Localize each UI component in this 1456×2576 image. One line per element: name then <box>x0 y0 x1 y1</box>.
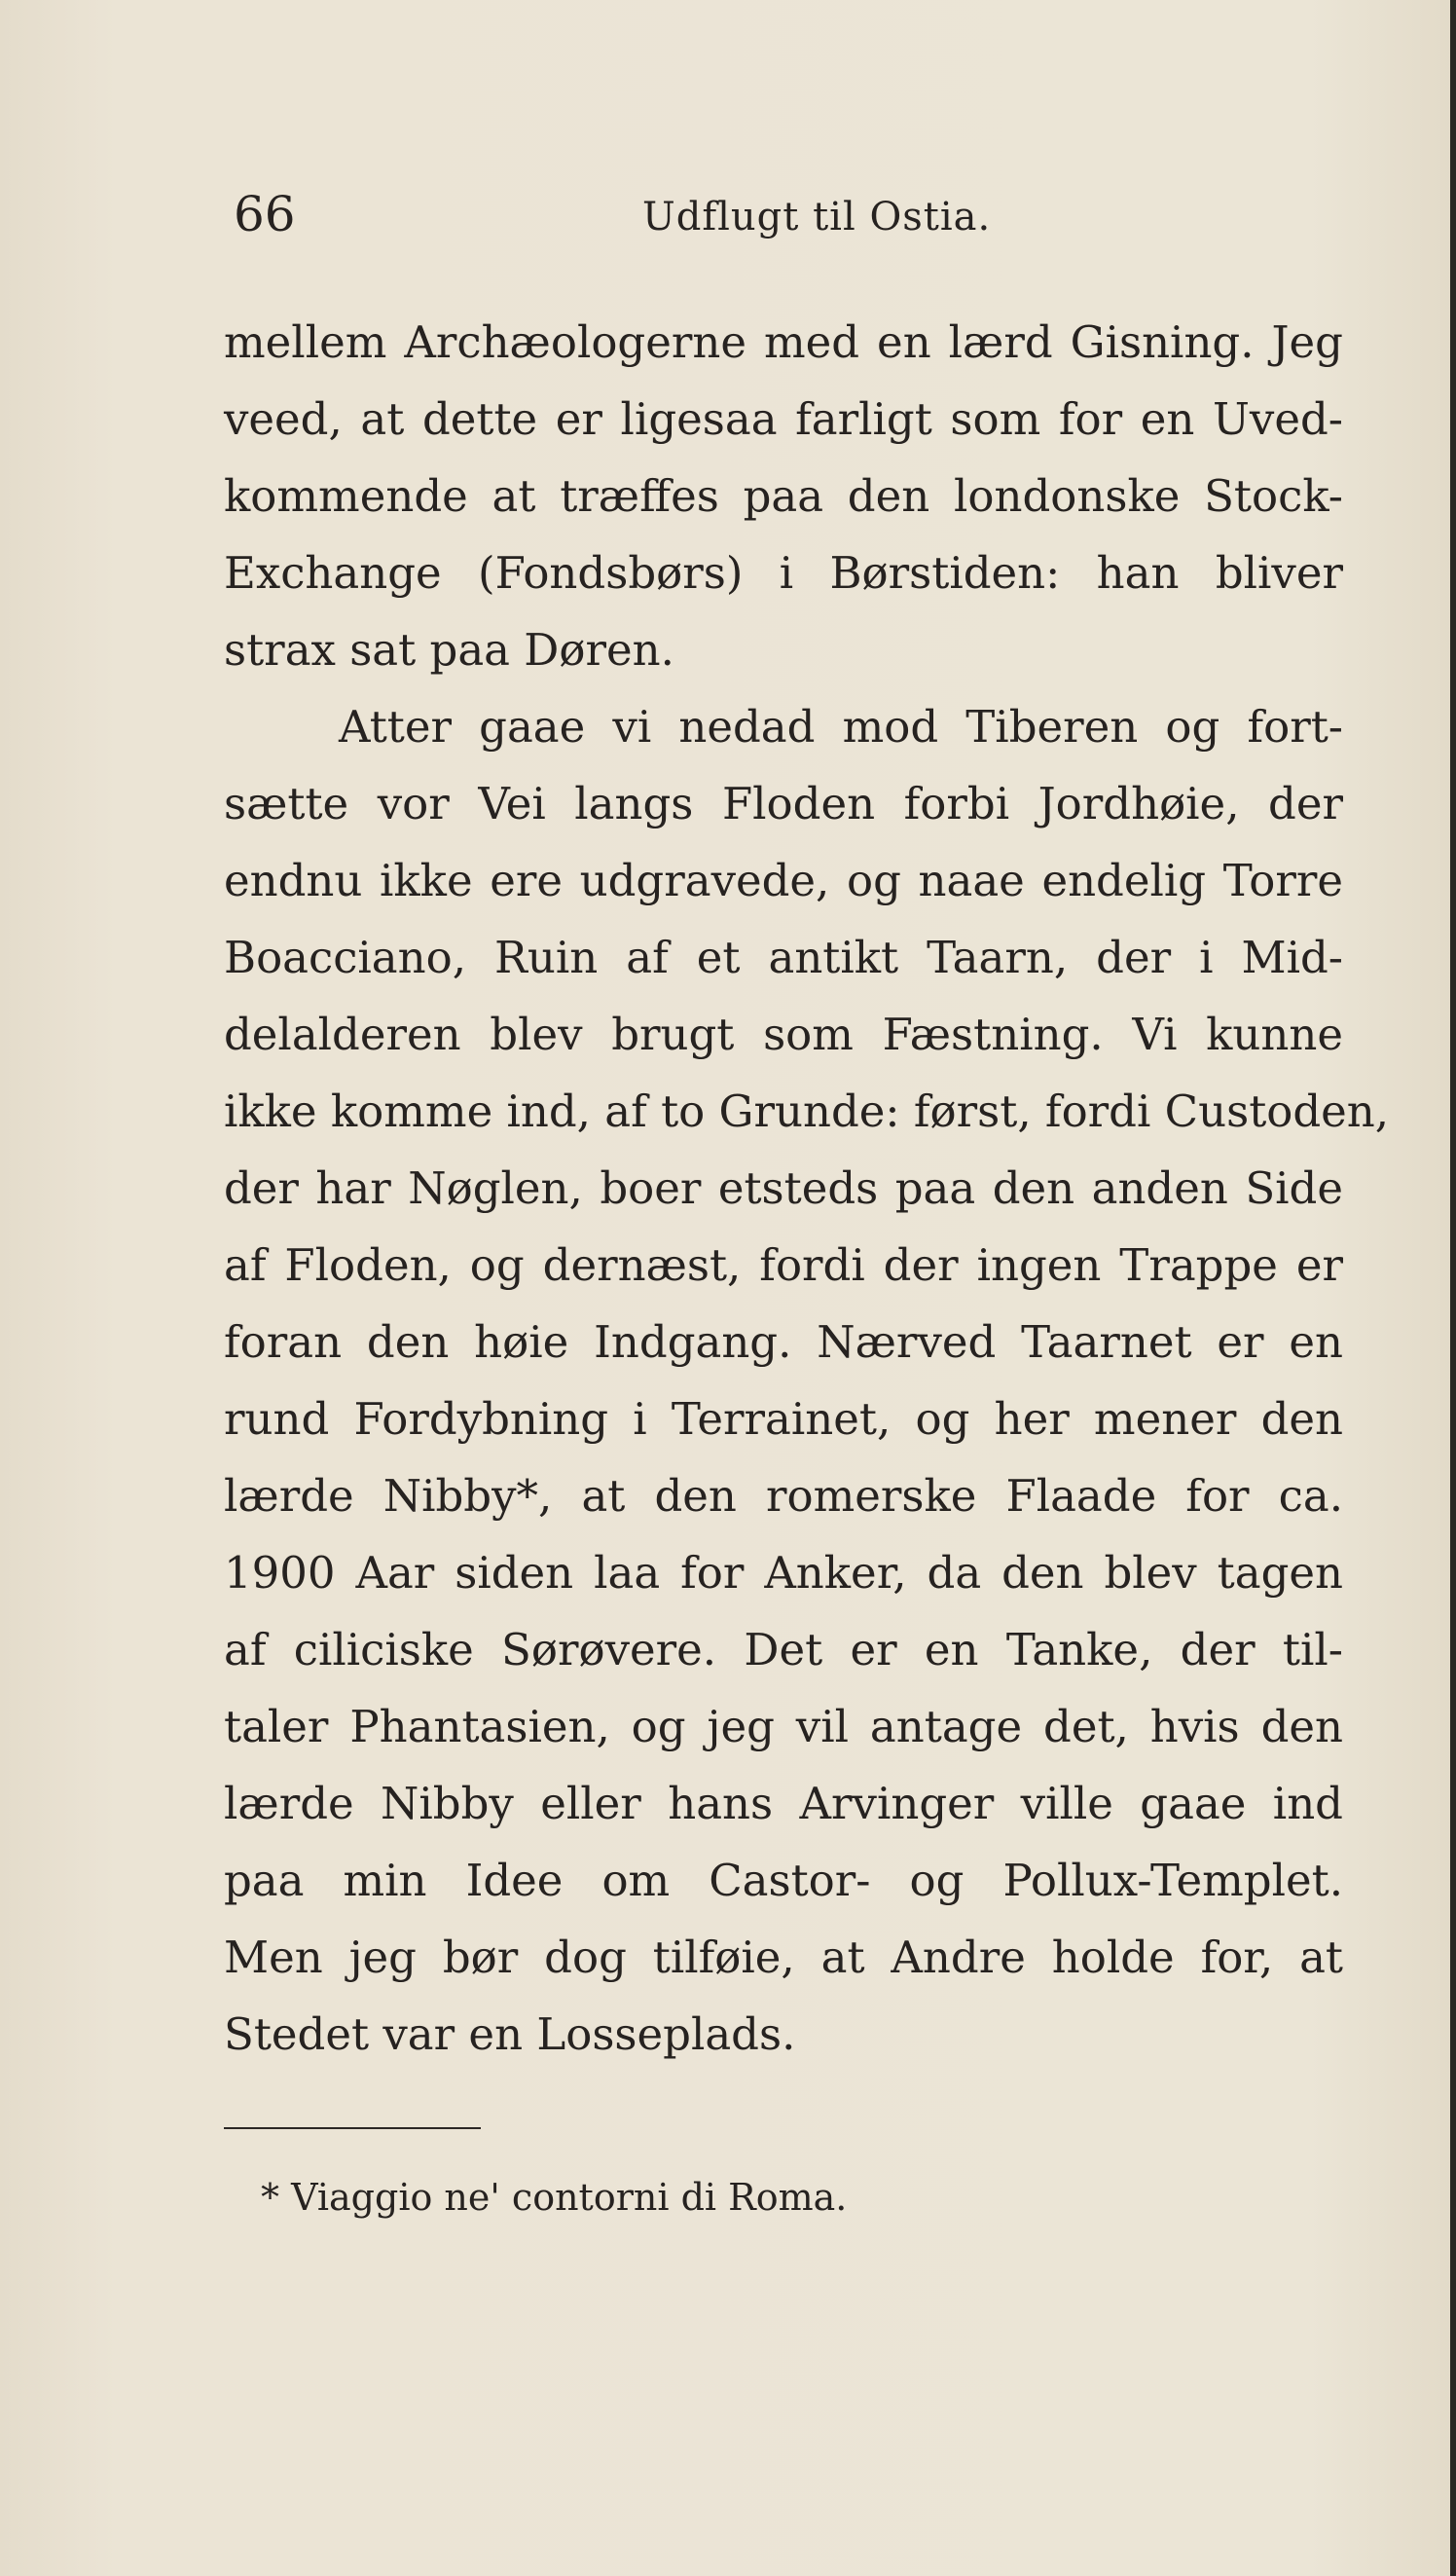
text-line: sætte vor Vei langs Floden forbi Jordhøie, der <box>224 778 1343 829</box>
text-line: af Floden, og dernæst, fordi der ingen Trappe er <box>224 1239 1343 1291</box>
footnote: * Viaggio ne' contorni di Roma. <box>261 2176 848 2219</box>
text-line: der har Nøglen, boer etsteds paa den anden Side <box>224 1162 1343 1214</box>
text-line: taler Phantasien, og jeg vil antage det, hvis den <box>224 1701 1343 1752</box>
text-line: rund Fordybning i Terrainet, og her mener den <box>224 1393 1343 1445</box>
text-line: Boacciano, Ruin af et antikt Taarn, der i Mid- <box>224 932 1343 983</box>
text-line: delalderen blev brugt som Fæstning. Vi kunne <box>224 1009 1343 1060</box>
text-line: mellem Archæologerne med en lærd Gisning. Jeg <box>224 316 1343 368</box>
text-line: endnu ikke ere udgravede, og naae endelig Torre <box>224 855 1343 906</box>
text-line: paa min Idee om Castor- og Pollux-Templet. <box>224 1855 1343 1906</box>
page-number: 66 <box>234 186 296 242</box>
running-title: Udflugt til Ostia. <box>642 195 992 239</box>
body-text <box>224 304 1390 2073</box>
text-line: lærde Nibby*, at den romerske Flaade for ca. <box>224 1470 1343 1522</box>
page-header <box>224 185 1343 253</box>
text-line: strax sat paa Døren. <box>224 624 674 676</box>
text-line: Atter gaae vi nedad mod Tiberen og fort- <box>339 701 1343 753</box>
text-line: foran den høie Indgang. Nærved Taarnet er en <box>224 1316 1343 1368</box>
footnote-rule <box>224 2127 481 2129</box>
text-line: ikke komme ind, af to Grunde: først, fordi Custoden, <box>224 1086 1390 1137</box>
text-line: Stedet var en Losseplads. <box>224 2008 796 2060</box>
text-line: 1900 Aar siden laa for Anker, da den blev tagen <box>224 1547 1343 1599</box>
text-line: Exchange (Fondsbørs) i Børstiden: han bliver <box>224 547 1343 599</box>
text-line: veed, at dette er ligesaa farligt som for en Uved- <box>224 393 1343 445</box>
text-line: Men jeg bør dog tilføie, at Andre holde for, at <box>224 1932 1343 1983</box>
text-line: af ciliciske Sørøvere. Det er en Tanke, der til- <box>224 1624 1343 1675</box>
text-line: lærde Nibby eller hans Arvinger ville gaae ind <box>224 1778 1343 1829</box>
text-line: kommende at træffes paa den londonske Stock- <box>224 470 1343 522</box>
page-edge <box>1450 0 1456 2576</box>
